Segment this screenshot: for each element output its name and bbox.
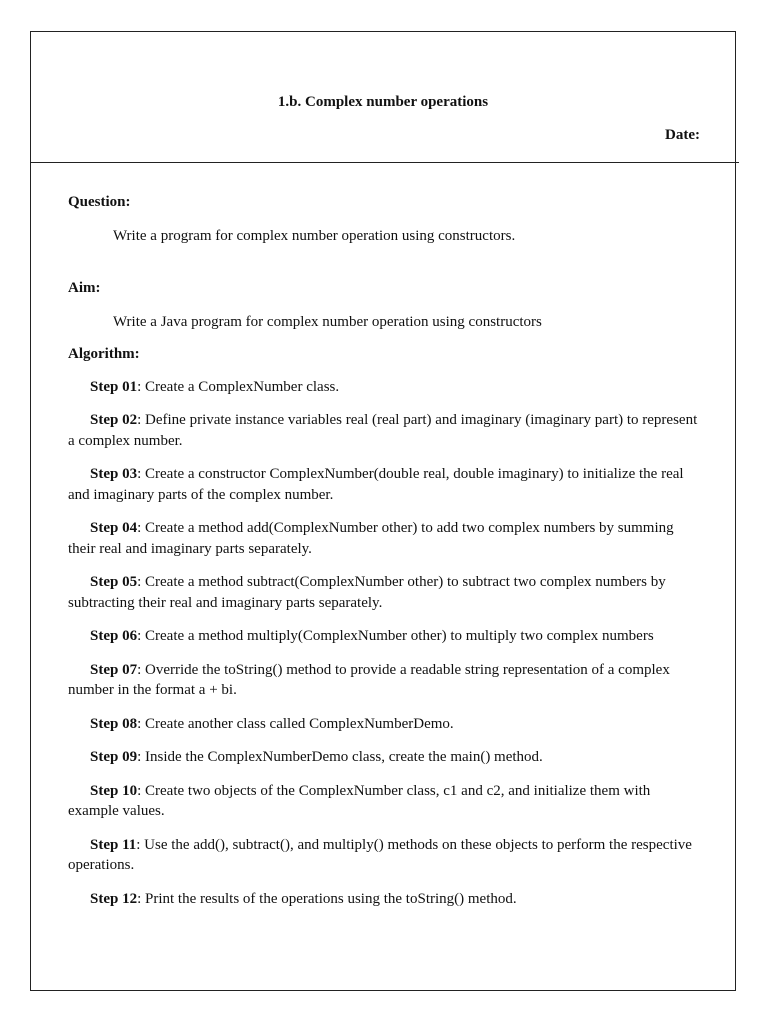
step-text: : Print the results of the operations using the toString() method. [137, 890, 517, 907]
step-12 [68, 889, 704, 910]
step-05 [68, 572, 704, 613]
step-label: Step 01 [90, 378, 138, 395]
step-text: : Create two objects of the ComplexNumber class, c1 and c2, and initialize them with example values. [68, 782, 651, 819]
step-07 [68, 660, 704, 701]
step-label: Step 10 [90, 782, 138, 799]
step-03 [68, 464, 704, 505]
step-text: : Create a method add(ComplexNumber other) to add two complex numbers by summing their real and imaginary parts separately. [68, 520, 674, 557]
step-text: : Create another class called ComplexNumberDemo. [137, 715, 454, 732]
step-09 [68, 747, 704, 768]
page-title: 1.b. Complex number operations [277, 94, 489, 110]
step-label: Step 02 [90, 412, 138, 428]
step-10 [68, 781, 704, 822]
question-heading: Question: [68, 194, 131, 210]
step-text: : Create a method multiply(ComplexNumber other) to multiply two complex numbers [137, 628, 654, 644]
step-text: : Create a ComplexNumber class. [137, 378, 340, 395]
step-text: : Use the add(), subtract(), and multiply() methods on these objects to perform the respective operations. [68, 836, 692, 873]
step-text: : Create a constructor ComplexNumber(double real, double imaginary) to initialize the real and imaginary parts of the complex number. [68, 466, 684, 503]
step-label: Step 11 [90, 836, 137, 853]
date-label: Date: [665, 127, 700, 143]
step-text: : Create a method subtract(ComplexNumber other) to subtract two complex numbers by subtracting their real and imaginary parts separately. [68, 574, 666, 611]
algorithm-steps [68, 377, 704, 910]
step-text: : Override the toString() method to provide a readable string representation of a complex number in the format a + bi. [68, 661, 670, 698]
step-label: Step 09 [90, 749, 138, 765]
aim-heading: Aim: [68, 280, 101, 296]
algorithm-heading: Algorithm: [68, 346, 140, 362]
aim-text: Write a Java program for complex number operation using constructors [113, 313, 542, 330]
step-label: Step 05 [90, 574, 138, 590]
step-06 [68, 626, 704, 647]
document-body [68, 190, 704, 909]
step-text: : Inside the ComplexNumberDemo class, create the main() method. [137, 749, 543, 765]
step-01 [68, 377, 704, 398]
step-label: Step 12 [90, 890, 138, 907]
step-label: Step 07 [90, 661, 138, 678]
step-label: Step 04 [90, 520, 138, 536]
step-label: Step 03 [90, 466, 138, 482]
step-11 [68, 835, 704, 876]
step-04 [68, 518, 704, 559]
step-02 [68, 410, 704, 451]
step-text: : Define private instance variables real (real part) and imaginary (imaginary part) to represent a complex number. [68, 412, 698, 449]
step-label: Step 06 [90, 628, 138, 644]
question-text: Write a program for complex number operation using constructors. [113, 227, 516, 244]
step-label: Step 08 [90, 715, 138, 732]
step-08 [68, 714, 704, 735]
header-divider [30, 162, 739, 163]
